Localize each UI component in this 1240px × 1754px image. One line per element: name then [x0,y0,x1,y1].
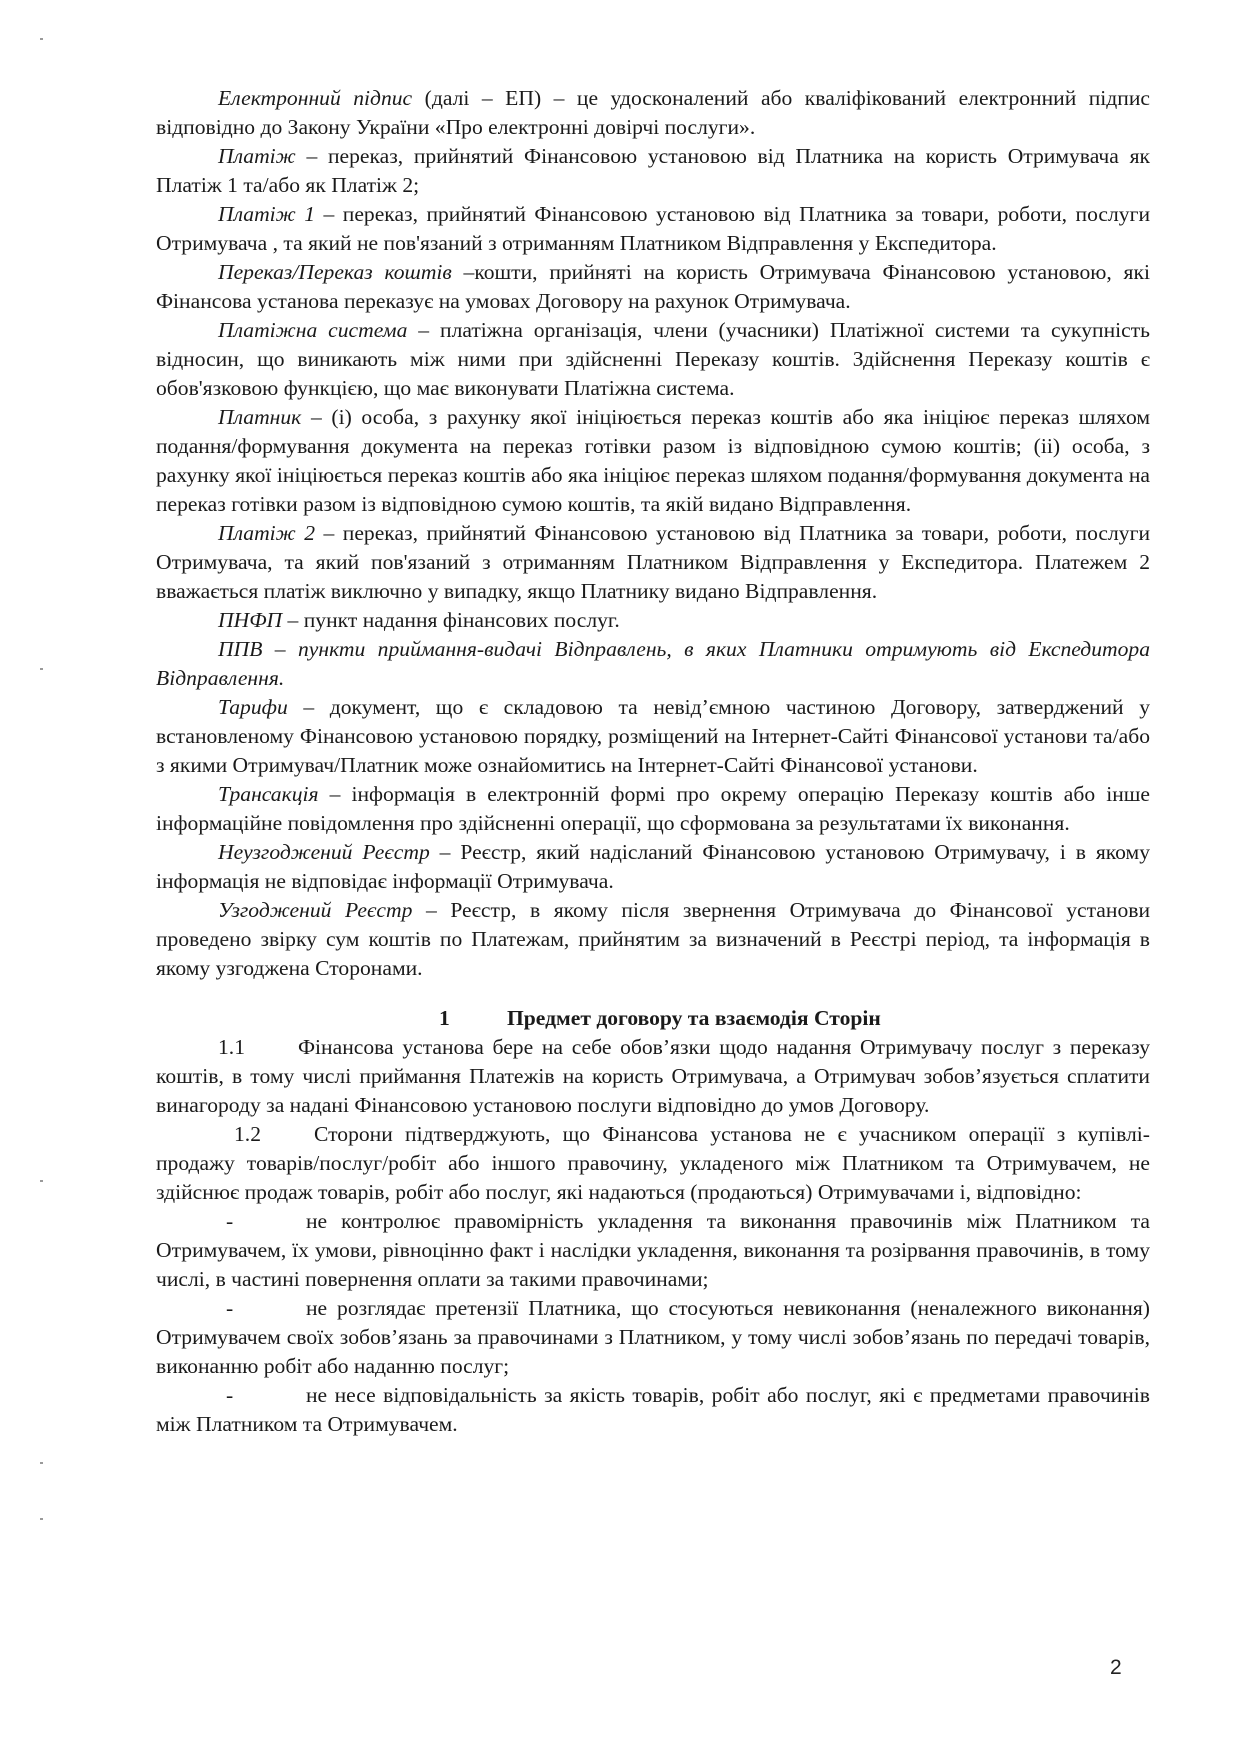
bullet-dash: - [226,1383,234,1407]
definition-term: Платіж 2 [218,521,316,545]
definition-text: – переказ, прийнятий Фінансовою установою від Платника за товари, роботи, послуги Отримувача, та який пов'язаний з отриманням Платником Відправлення у Експедитора. Платежем 2 вважається платіж виключно у випадку, якщо Платнику видано Відправлення. [156,521,1150,603]
definition-term: Електронний підпис [218,86,413,110]
definition-transaction [156,780,1150,838]
scan-mark [40,1518,43,1520]
definition-term: ППВ [218,637,263,661]
definition-ppv [156,635,1150,693]
definition-term: Платіжна система [218,318,408,342]
list-item [156,1294,1150,1381]
definition-payment [156,142,1150,200]
definition-payment-1 [156,200,1150,258]
definition-text: – переказ, прийнятий Фінансовою установою від Платника за товари, роботи, послуги Отримувача , та який не пов'язаний з отриманням Платником Відправлення у Експедитора. [156,202,1150,255]
definition-payer [156,403,1150,519]
scan-mark [40,1180,43,1182]
scan-mark [40,1462,43,1464]
definition-term: Платіж [218,144,296,168]
definition-term: Трансакція [218,782,319,806]
clause-text: Сторони підтверджують, що Фінансова установа не є учасником операції з купівлі-продажу товарів/послуг/робіт або іншого правочину, укладеного між Платником та Отримувачем, не здійснює продаж товарів, робіт або послуг, які надаються (продаються) Отримувачами і, відповідно: [156,1122,1150,1204]
list-item-text: не контролює правомірність укладення та виконання правочинів між Платником та Отримувачем, їх умови, рівноцінно факт і наслідки укладення, виконання та розірвання правочинів, в тому числі, в частині повернення оплати за такими правочинами; [156,1209,1150,1291]
definition-term: Переказ/Переказ коштів [218,260,452,284]
definition-payment-system [156,316,1150,403]
scan-mark [40,668,43,670]
section-heading [156,1004,1150,1033]
definition-text: – переказ, прийнятий Фінансовою установою від Платника на користь Отримувача як Платіж 1 та/або як Платіж 2; [156,144,1150,197]
section-number: 1 [439,1006,450,1030]
definition-text: – пункти приймання-видачі Відправлень, в яких Платники отримують від Експедитора Відправлення. [156,637,1150,690]
list-item [156,1381,1150,1439]
definition-text: – (і) особа, з рахунку якої ініціюється переказ коштів або яка ініціює переказ шляхом подання/формування документа на переказ готівки разом із відповідною сумою коштів; (іі) особа, з рахунку якої ініціюється переказ коштів або яка ініціює переказ шляхом подання/формування документа на переказ готівки разом із відповідною сумою коштів, та якій видано Відправлення. [156,405,1150,516]
definition-term: Узгоджений Реєстр [218,898,413,922]
definition-text: – Реєстр, в якому після звернення Отримувача до Фінансової установи проведено звірку сум коштів по Платежам, прийнятим за визначений в Реєстрі період, та інформація в якому узгоджена Сторонами. [156,898,1150,980]
clause-1-1 [156,1033,1150,1120]
definition-text: – документ, що є складовою та невід’ємною частиною Договору, затверджений у встановленому Фінансовою установою порядку, розміщений на Інтернет-Сайті Фінансової установи та/або з якими Отримувач/Платник може ознайомитись на Інтернет-Сайті Фінансової установи. [156,695,1150,777]
page-number: 2 [1110,1656,1122,1679]
list-item-text: не розглядає претензії Платника, що стосуються невиконання (неналежного виконання) Отримувачем своїх зобов’язань за правочинами з Платником, у тому числі зобов’язань по передачі товарів, виконанню робіт або наданню послуг; [156,1296,1150,1378]
definition-term: Неузгоджений Реєстр [218,840,430,864]
definition-unreconciled-register [156,838,1150,896]
list-item-text: не несе відповідальність за якість товарів, робіт або послуг, які є предметами правочинів між Платником та Отримувачем. [156,1383,1150,1436]
bullet-dash: - [226,1296,234,1320]
definition-term: Платник [218,405,302,429]
definition-text: – Реєстр, який надісланий Фінансовою установою Отримувачу, і в якому інформація не відповідає інформації Отримувача. [156,840,1150,893]
definition-term: Тарифи [218,695,288,719]
bullet-dash: - [226,1209,234,1233]
document-body [156,84,1150,1439]
clause-1-2 [156,1120,1150,1207]
definition-term: Платіж 1 [218,202,316,226]
definition-term: ПНФП [218,608,283,632]
definition-tariffs [156,693,1150,780]
definition-payment-2 [156,519,1150,606]
clause-number: 1.1 [218,1035,245,1059]
definition-pnfp [156,606,1150,635]
definition-reconciled-register [156,896,1150,983]
definition-transfer [156,258,1150,316]
definition-text: – пункт надання фінансових послуг. [282,608,620,632]
section-title: Предмет договору та взаємодія Сторін [507,1006,881,1030]
definition-text: (далі – ЕП) – це удосконалений або кваліфікований електронний підпис відповідно до Закону України «Про електронні довірчі послуги». [156,86,1150,139]
definition-text: –кошти, прийняті на користь Отримувача Фінансовою установою, які Фінансова установа переказує на умовах Договору на рахунок Отримувача. [156,260,1150,313]
clause-number: 1.2 [234,1122,261,1146]
definition-electronic-signature [156,84,1150,142]
definition-text: – платіжна організація, члени (учасники) Платіжної системи та сукупність відносин, що виникають між ними при здійсненні Переказу коштів. Здійснення Переказу коштів є обов'язковою функцією, що має виконувати Платіжна система. [156,318,1150,400]
scan-mark [40,38,43,40]
definition-text: – інформація в електронній формі про окрему операцію Переказу коштів або інше інформаційне повідомлення про здійсненні операції, що сформована за результатами їх виконання. [156,782,1150,835]
clause-text: Фінансова установа бере на себе обов’язки щодо надання Отримувачу послуг з переказу коштів, в тому числі приймання Платежів на користь Отримувача, а Отримувач зобов’язується сплатити винагороду за надані Фінансовою установою послуги відповідно до умов Договору. [156,1035,1150,1117]
list-item [156,1207,1150,1294]
